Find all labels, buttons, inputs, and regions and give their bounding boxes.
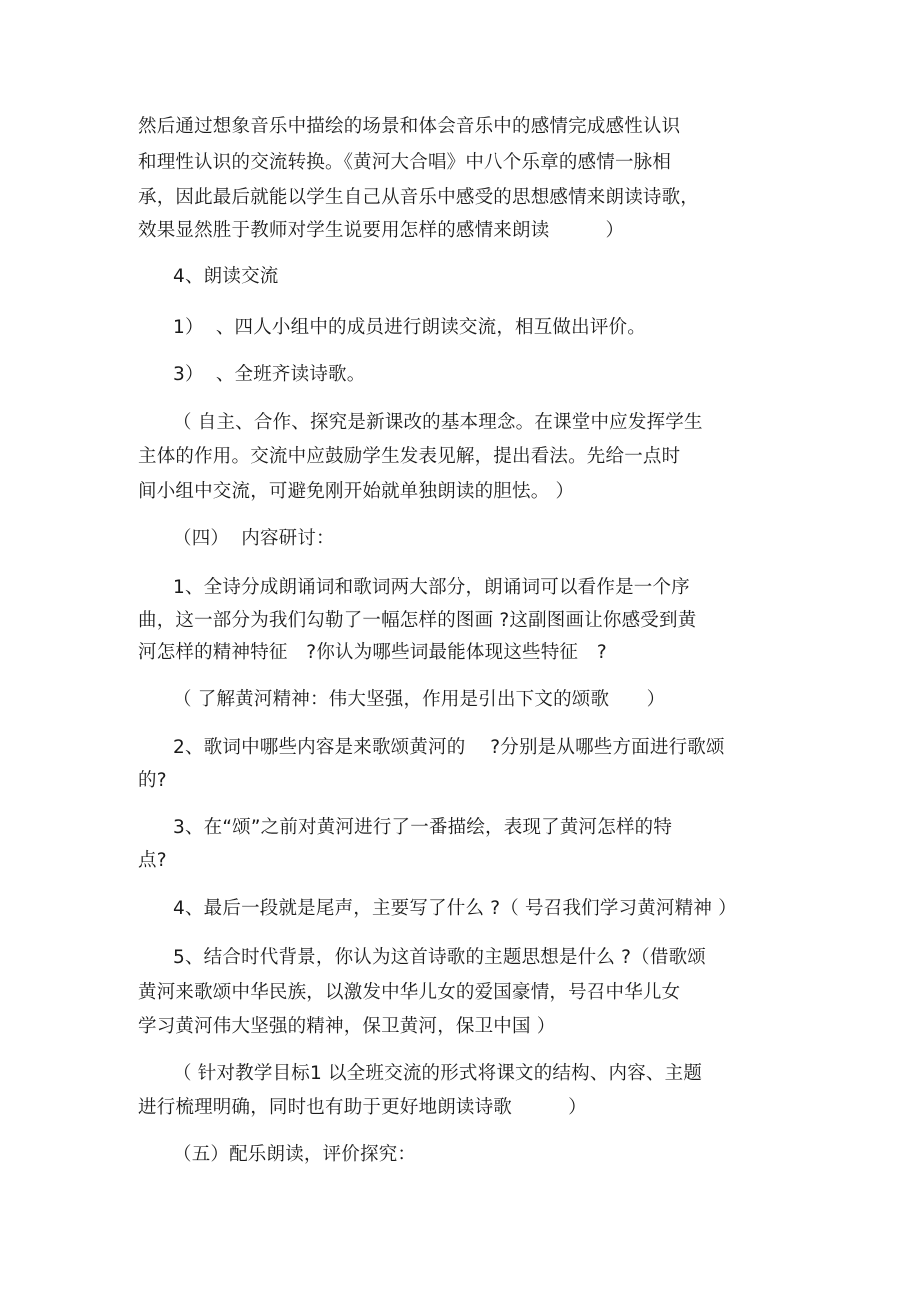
text-line: 学习黄河伟大坚强的精神，保卫黄河，保卫中国 ） <box>138 1016 556 1037</box>
section-heading: 4、朗读交流 <box>173 266 279 287</box>
question-item: 5、结合时代背景，你认为这首诗歌的主题思想是什么 ?（借歌颂 <box>173 947 706 968</box>
question-item: 4、最后一段就是尾声，主要写了什么 ?（ 号召我们学习黄河精神 ） <box>173 898 737 919</box>
text-line: 进行梳理明确，同时也有助于更好地朗读诗歌 ） <box>138 1097 587 1118</box>
list-item: 1） 、四人小组中的成员进行朗读交流，相互做出评价。 <box>173 317 646 338</box>
text-line: 的? <box>138 770 167 791</box>
text-line: 点? <box>138 850 167 871</box>
text-line: 间小组中交流，可避免刚开始就单独朗读的胆怯。 ） <box>138 481 575 502</box>
section-heading: （四） 内容研讨： <box>173 528 335 549</box>
text-line: 主体的作用。交流中应鼓励学生发表见解，提出看法。先给一点时 <box>138 446 681 467</box>
question-item: 1、全诗分成朗诵词和歌词两大部分，朗诵词可以看作是一个序 <box>173 577 690 598</box>
text-line: （ 针对教学目标1 以全班交流的形式将课文的结构、内容、主题 <box>173 1063 703 1084</box>
text-line: 曲，这一部分为我们勾勒了一幅怎样的图画 ?这副图画让你感受到黄 <box>138 610 697 631</box>
text-line: 效果显然胜于教师对学生说要用怎样的感情来朗读 ） <box>138 220 625 241</box>
list-item: 3） 、全班齐读诗歌。 <box>173 364 366 385</box>
question-item: 3、在“颂”之前对黄河进行了一番描绘，表现了黄河怎样的特 <box>173 817 673 838</box>
text-line: 河怎样的精神特征 ?你认为哪些词最能体现这些特征 ? <box>138 642 607 663</box>
section-heading: （五）配乐朗读，评价探究： <box>173 1144 417 1165</box>
text-line: 和理性认识的交流转换。《黄河大合唱》中八个乐章的感情一脉相 <box>138 152 672 173</box>
question-item: 2、歌词中哪些内容是来歌颂黄河的 ?分别是从哪些方面进行歌颂 <box>173 737 725 758</box>
text-line: 黄河来歌颂中华民族，以激发中华儿女的爱国豪情，号召中华儿女 <box>138 982 681 1003</box>
answer-note: （ 了解黄河精神：伟大坚强，作用是引出下文的颂歌 ） <box>173 689 666 710</box>
text-line: 然后通过想象音乐中描绘的场景和体会音乐中的感情完成感性认识 <box>138 116 681 137</box>
text-line: （ 自主、合作、探究是新课改的基本理念。在课堂中应发挥学生 <box>173 412 703 433</box>
text-line: 承，因此最后就能以学生自己从音乐中感受的思想感情来朗读诗歌， <box>138 187 700 208</box>
